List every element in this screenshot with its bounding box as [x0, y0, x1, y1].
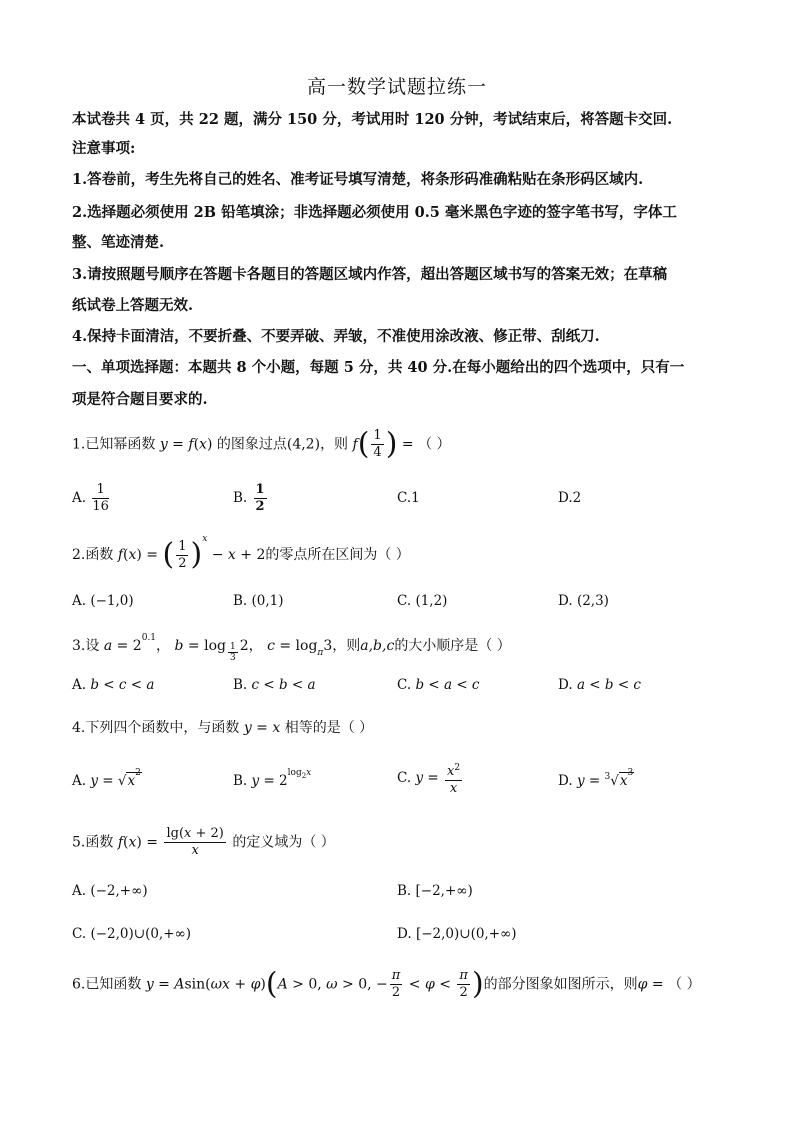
q3-option-a[interactable]: A. b < c < a [72, 677, 155, 693]
notice-heading: 注意事项: [72, 140, 136, 157]
q4-option-b[interactable]: B. $y = 2^{log_2x}$ [233, 768, 312, 789]
q2-option-a[interactable]: A. (−1,0) [72, 593, 134, 609]
q2-option-c[interactable]: C. (1,2) [397, 593, 448, 609]
q5-option-d[interactable]: D. [−2,0)∪(0,+∞) [397, 926, 517, 942]
q2-option-b[interactable]: B. (0,1) [233, 593, 284, 609]
q1-option-a[interactable]: A. $\frac{1}{16}$ [72, 482, 109, 514]
q3-option-b[interactable]: B. c < b < a [233, 677, 316, 693]
q1-option-c[interactable]: C.1 [397, 490, 420, 506]
question-1: 1.已知幂函数 y = f(x) 的图象过点(4,2)，则 f( $\frac{1}{4}$ ) = （ ） [72, 426, 451, 462]
q4-option-a[interactable]: A. $y = √x^2$ [72, 768, 141, 789]
note-2-cont: 整、笔迹清楚. [72, 234, 165, 251]
note-2: 2.选择题必须使用 2B 铅笔填涂；非选择题必须使用 0.5 毫米黑色字迹的签字笔书写，字体工 [72, 204, 677, 221]
q2-option-d[interactable]: D. (2,3) [558, 593, 609, 609]
q1-option-d[interactable]: D.2 [558, 490, 582, 506]
page-title: 高一数学试题拉练一 [306, 76, 487, 98]
intro-text: 本试卷共 4 页，共 22 题，满分 150 分，考试用时 120 分钟，考试结束后，将答题卡交回. [72, 111, 673, 128]
note-4: 4.保持卡面清洁，不要折叠、不要弄破、弄皱，不准使用涂改液、修正带、刮纸刀. [72, 328, 600, 345]
q3-option-d[interactable]: D. a < b < c [558, 677, 641, 693]
q4-option-d[interactable]: D. $y = ^3√x^3$ [558, 768, 634, 789]
q5-option-c[interactable]: C. (−2,0)∪(0,+∞) [72, 926, 192, 942]
q4-option-c[interactable]: C. y = $\frac{x^2}{x}$ [397, 760, 464, 797]
question-2: 2.函数 f(x) = ( $\frac{1}{2}$ )$^x$ − x + 2的零点所在区间为（ ） [72, 534, 410, 572]
note-3-cont: 纸试卷上答题无效. [72, 297, 194, 314]
section-heading: 一、单项选择题：本题共 8 个小题，每题 5 分，共 40 分.在每小题给出的四个选项中，只有一 [72, 359, 685, 376]
question-3: 3.设 $a = 2^{0.1}$， b = log $_{\frac{1}{3}}$ 2， $c = \log_\pi 3$，则a,b,c的大小顺序是（ ） [72, 633, 511, 663]
section-heading-cont: 项是符合题目要求的. [72, 391, 208, 408]
note-1: 1.答卷前，考生先将自己的姓名、准考证号填写清楚，将条形码准确粘贴在条形码区域内. [72, 171, 644, 188]
note-3: 3.请按照题号顺序在答题卡各题目的答题区域内作答，超出答题区域书写的答案无效；在草稿 [72, 266, 668, 283]
q1-option-b[interactable]: B. $\frac{1}{2}$ [233, 482, 265, 514]
q5-option-b[interactable]: B. [−2,+∞) [397, 883, 473, 899]
question-5: 5.函数 f(x) = $\frac{\lg(x + 2)}{x}$ 的定义域为（ ） [72, 826, 335, 858]
question-4: 4.下列四个函数中，与函数 y = x 相等的是（ ） [72, 720, 374, 736]
q5-option-a[interactable]: A. (−2,+∞) [72, 883, 148, 899]
question-6: 6.已知函数 y = Asin(ωx + φ)(A > 0, ω > 0, − $\frac{\pi}{2}$ < φ < $\frac{\pi}{2}$ )的部分图象如图所示，则φ = （ ） [72, 966, 701, 1002]
q3-option-c[interactable]: C. b < a < c [397, 677, 480, 693]
